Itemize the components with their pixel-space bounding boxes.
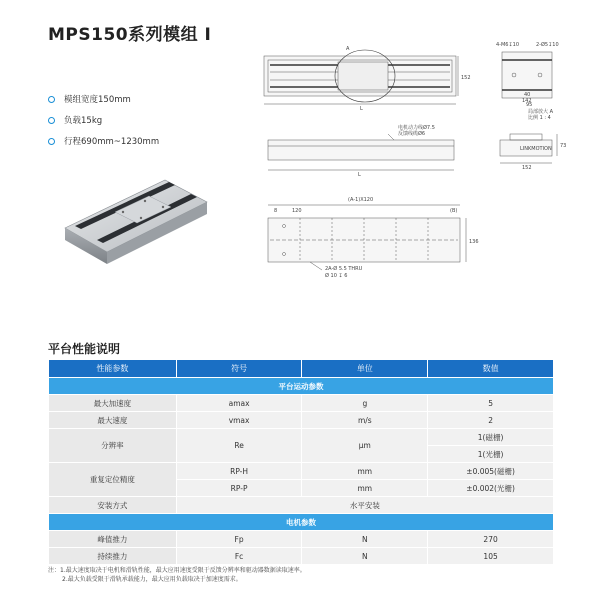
end-view-badge: LINKMOTION: [520, 146, 552, 152]
side-motor-label-1: 电机动力线Ø7.5: [398, 125, 435, 131]
table-row: 1(光栅): [49, 446, 554, 463]
technical-drawings: [0, 0, 600, 300]
detail-dim-40: 40: [524, 92, 531, 98]
bottom-dim-120: 120: [292, 208, 302, 214]
top-view: [264, 50, 458, 104]
footnote-2: 2.最大负载受限于滑轨承载能力，最大应用负载取决于加速度需求。: [62, 576, 242, 583]
spec-text: 行程690mm~1230mm: [64, 137, 160, 147]
detail-dim-95: 95: [526, 102, 533, 108]
top-view-dim-152: 152: [461, 75, 471, 81]
header-value: 数值: [428, 360, 554, 378]
bottom-hole-2: Ø 10 ↧ 6: [325, 273, 348, 279]
header-symbol: 符号: [176, 360, 302, 378]
side-motor-label-2: 反馈线缆Ø6: [398, 131, 426, 137]
bottom-dim-136: 136: [469, 239, 479, 245]
detail-label-1: 4-M6↧10: [496, 42, 520, 48]
section-title: 平台性能说明: [48, 342, 121, 356]
detail-note-1: 局部放大 A: [528, 109, 554, 115]
detail-dim-142: 142: [522, 98, 532, 104]
table-row: 分辨率 Re μm 1(磁栅): [49, 429, 554, 446]
table-row: 持续推力 Fc N 105: [49, 548, 554, 565]
bottom-view: [268, 205, 466, 270]
bottom-dim-pitch: (A-1)X120: [348, 197, 374, 203]
table-row: 峰值推力 Fp N 270: [49, 531, 554, 548]
performance-table: [48, 359, 554, 565]
side-dim-l: L: [358, 172, 361, 178]
detail-label-2: 2-Ø5↧10: [536, 42, 559, 48]
bottom-dim-8: 8: [274, 208, 278, 214]
table-row: 最大速度 vmax m/s 2: [49, 412, 554, 429]
table-row: RP-P mm ±0.002(光栅): [49, 480, 554, 497]
end-view-dim-73: 73: [560, 143, 567, 149]
side-view: [268, 134, 454, 170]
top-view-dim-a: A: [346, 46, 350, 52]
table-header-row: [49, 360, 554, 378]
top-view-dim-l: L: [360, 106, 363, 112]
footnote-1: 注：1.最大速度取决于电机和滑轨性能，最大应用速度受限于反馈分辨率和驱动器数据读取速率。: [48, 567, 306, 574]
table-row: 安装方式 水平安装: [49, 497, 554, 514]
page-title: MPS150系列模组 I: [48, 25, 212, 45]
detail-note-2: 比例 1 : 4: [528, 115, 551, 121]
spec-text: 模组宽度150mm: [64, 95, 131, 105]
bottom-hole-1: 2A-Ø 5.5 THRU: [325, 266, 363, 272]
footnotes: [48, 566, 306, 584]
header-param: 性能参数: [49, 360, 177, 378]
bottom-dim-b: (B): [450, 208, 458, 214]
group-row-motor: 电机参数: [49, 514, 554, 531]
end-view-dim-152: 152: [522, 165, 532, 171]
table-row: 重复定位精度 RP-H mm ±0.005(磁栅): [49, 463, 554, 480]
header-unit: 单位: [302, 360, 428, 378]
table-row: 最大加速度 amax g 5: [49, 395, 554, 412]
spec-text: 负载15kg: [64, 116, 103, 126]
group-row-motion: 平台运动参数: [49, 378, 554, 395]
